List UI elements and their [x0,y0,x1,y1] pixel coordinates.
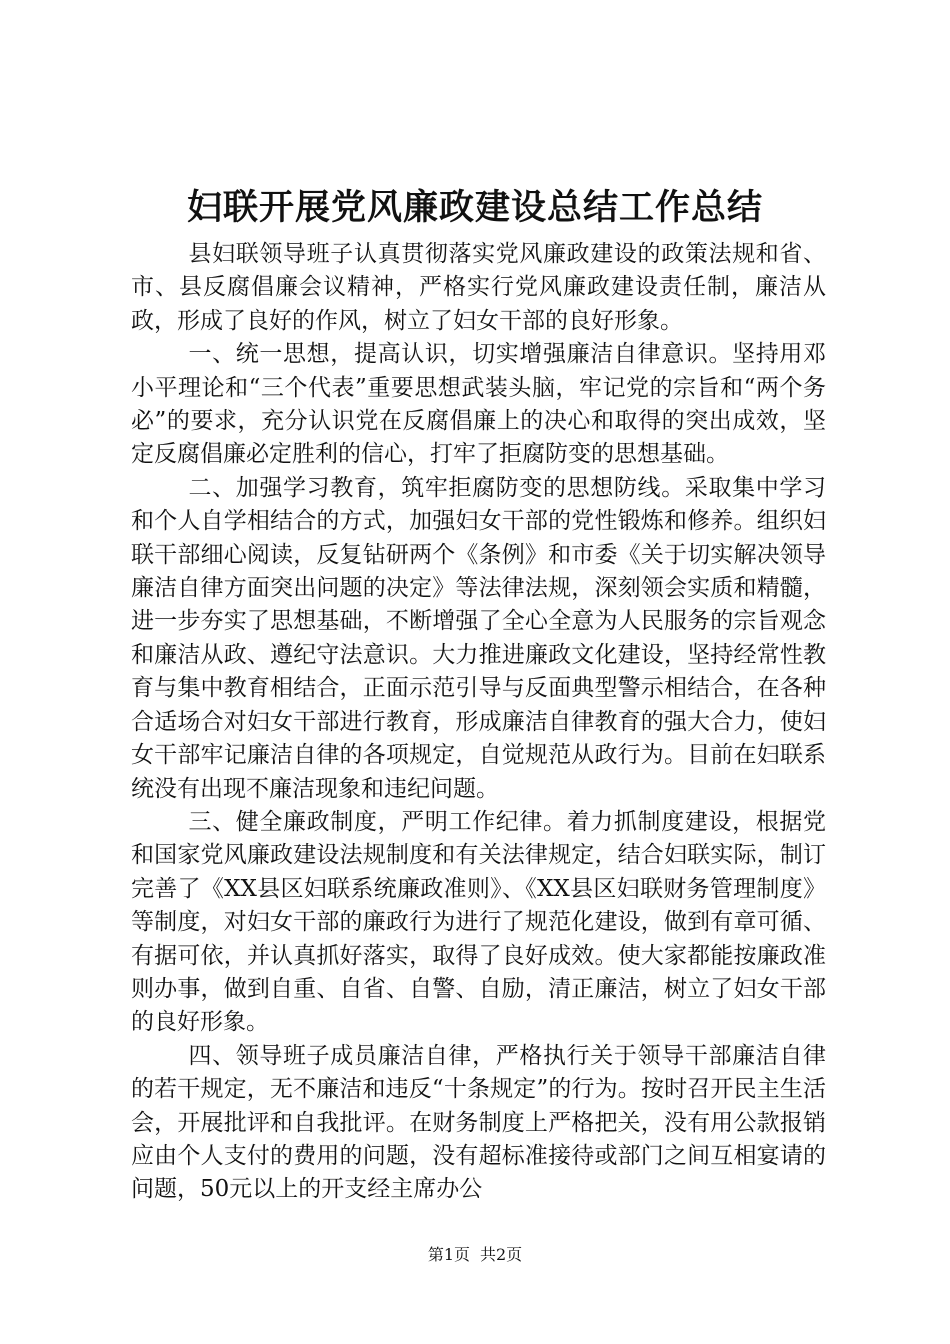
page-number-current: 第1页 [427,1245,470,1264]
paragraph-section-3: 三、健全廉政制度，严明工作纪律。着力抓制度建设，根据党和国家党风廉政建设法规制度和有关法律规定，结合妇联实际，制订完善了《XX县区妇联系统廉政准则》、《XX县区妇联财务管理制度》等制度，对妇女干部的廉政行为进行了规范化建设，做到有章可循、有据可依，并认真抓好落实，取得了良好成效。使大家都能按廉政准则办事，做到自重、自省、自警、自励，清正廉洁，树立了妇女干部的良好形象。 [131,808,826,1036]
paragraph-section-2: 二、加强学习教育，筑牢拒腐防变的思想防线。采取集中学习和个人自学相结合的方式，加强妇女干部的党性锻炼和修养。组织妇联干部细心阅读，反复钻研两个《条例》和市委《关于切实解决领导廉洁自律方面突出问题的决定》等法律法规，深刻领会实质和精髓，进一步夯实了思想基础，不断增强了全心全意为人民服务的宗旨观念和廉洁从政、遵纪守法意识。大力推进廉政文化建设，坚持经常性教育与集中教育相结合，正面示范引导与反面典型警示相结合，在各种合适场合对妇女干部进行教育，形成廉洁自律教育的强大合力，使妇女干部牢记廉洁自律的各项规定，自觉规范从政行为。目前在妇联系统没有出现不廉洁现象和违纪问题。 [131,474,826,802]
paragraph-section-4: 四、领导班子成员廉洁自律，严格执行关于领导干部廉洁自律的若干规定，无不廉洁和违反“十条规定”的行为。按时召开民主生活会，开展批评和自我批评。在财务制度上严格把关，没有用公款报销应由个人支付的费用的问题，没有超标准接待或部门之间互相宴请的问题，50元以上的开支经主席办公 [131,1042,826,1203]
paragraph-intro: 县妇联领导班子认真贯彻落实党风廉政建设的政策法规和省、市、县反腐倡廉会议精神，严格实行党风廉政建设责任制，廉洁从政，形成了良好的作风，树立了妇女干部的良好形象。 [131,241,826,334]
document-body [131,238,826,1207]
page-footer [0,1244,950,1266]
paragraph-section-1: 一、统一思想，提高认识，切实增强廉洁自律意识。坚持用邓小平理论和“三个代表”重要思想武装头脑，牢记党的宗旨和“两个务必”的要求，充分认识党在反腐倡廉上的决心和取得的突出成效，坚定反腐倡廉必定胜利的信心，打牢了拒腐防变的思想基础。 [131,341,826,468]
document-title: 妇联开展党风廉政建设总结工作总结 [186,187,763,228]
page-number-total: 共2页 [480,1245,523,1264]
